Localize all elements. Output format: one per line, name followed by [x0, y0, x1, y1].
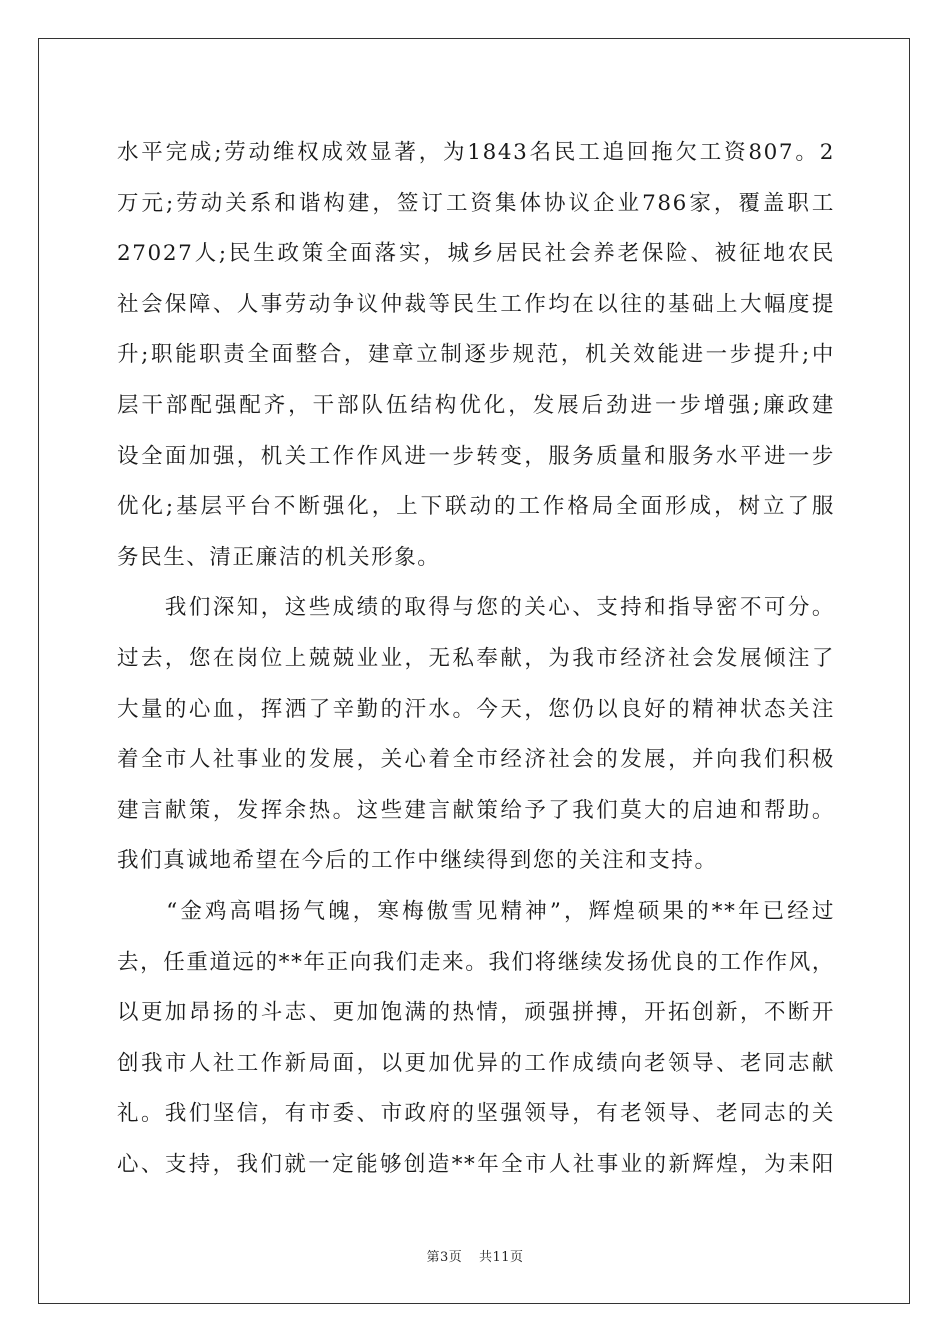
- text-line: 着全市人社事业的发展，关心着全市经济社会的发展，并向我们积极: [117, 747, 835, 773]
- text-line: 礼。我们坚信，有市委、市政府的坚强领导，有老领导、老同志的关: [117, 1101, 835, 1127]
- text-line: 万元;劳动关系和谐构建，签订工资集体协议企业786家，覆盖职工: [117, 190, 835, 216]
- text-line: 社会保障、人事劳动争议仲裁等民生工作均在以往的基础上大幅度提: [117, 291, 835, 317]
- text-line: 建言献策，发挥余热。这些建言献策给予了我们莫大的启迪和帮助。: [117, 797, 835, 823]
- page-footer: [0, 1246, 950, 1265]
- document-body: [117, 128, 835, 1190]
- text-line: 层干部配强配齐，干部队伍结构优化，发展后劲进一步增强;廉政建: [117, 392, 835, 418]
- text-line: 我们真诚地希望在今后的工作中继续得到您的关注和支持。: [117, 848, 718, 874]
- text-line: “金鸡高唱扬气魄，寒梅傲雪见精神”，辉煌硕果的**年已经过: [117, 898, 835, 924]
- text-line: 水平完成;劳动维权成效显著，为1843名民工追回拖欠工资807。2: [117, 140, 835, 165]
- text-line: 大量的心血，挥洒了辛勤的汗水。今天，您仍以良好的精神状态关注: [117, 696, 835, 722]
- text-line: 我们深知，这些成绩的取得与您的关心、支持和指导密不可分。: [117, 595, 835, 621]
- text-line: 27027人;民生政策全面落实，城乡居民社会养老保险、被征地农民: [117, 241, 835, 267]
- text-line: 升;职能职责全面整合，建章立制逐步规范，机关效能进一步提升;中: [117, 342, 835, 368]
- text-line: 务民生、清正廉洁的机关形象。: [117, 544, 441, 570]
- text-line: 优化;基层平台不断强化，上下联动的工作格局全面形成，树立了服: [117, 494, 835, 520]
- page-total: 共11页: [478, 1250, 524, 1265]
- text-line: 心、支持，我们就一定能够创造**年全市人社事业的新辉煌，为耒阳: [117, 1151, 835, 1177]
- text-line: 设全面加强，机关工作作风进一步转变，服务质量和服务水平进一步: [117, 443, 835, 469]
- text-line: 去，任重道远的**年正向我们走来。我们将继续发扬优良的工作作风，: [117, 949, 835, 975]
- text-line: 创我市人社工作新局面，以更加优异的工作成绩向老领导、老同志献: [117, 1050, 835, 1076]
- text-line: 以更加昂扬的斗志、更加饱满的热情，顽强拼搏，开拓创新，不断开: [117, 1000, 835, 1026]
- text-line: 过去，您在岗位上兢兢业业，无私奉献，为我市经济社会发展倾注了: [117, 645, 835, 671]
- page-number: 第3页: [426, 1250, 463, 1265]
